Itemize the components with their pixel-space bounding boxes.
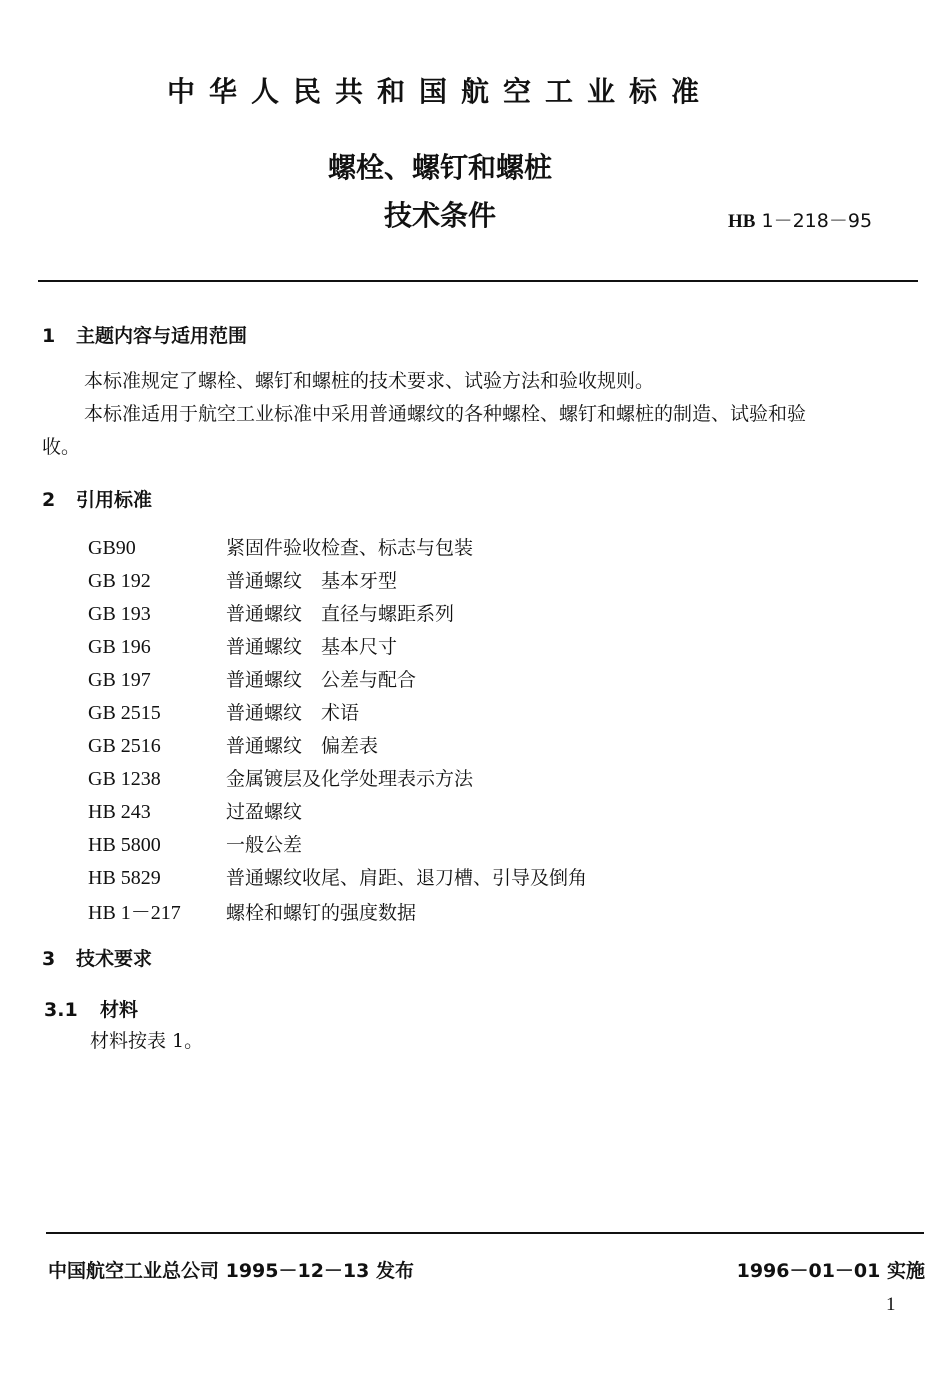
reference-code: HB 5800: [88, 834, 161, 856]
section-3-1-number: 3.1: [44, 999, 78, 1021]
reference-item: [88, 896, 416, 925]
standard-code: [728, 206, 872, 233]
section-1-paragraph-2: 本标准适用于航空工业标准中采用普通螺纹的各种螺栓、螺钉和螺桩的制造、试验和验: [84, 403, 807, 425]
section-3-title: 技术要求: [76, 948, 153, 970]
section-3-number: 3: [42, 948, 56, 970]
reference-title: 普通螺纹 基本尺寸: [226, 636, 398, 658]
reference-title: 普通螺纹收尾、肩距、退刀槽、引导及倒角: [226, 867, 588, 889]
section-1-heading: [42, 321, 247, 348]
reference-item: [88, 632, 397, 659]
reference-code: HB 243: [88, 801, 151, 823]
reference-item: [88, 566, 397, 593]
section-2-number: 2: [42, 489, 56, 511]
reference-title: 普通螺纹 术语: [226, 702, 360, 724]
reference-code: HB 5829: [88, 867, 161, 889]
reference-item: [88, 731, 378, 758]
reference-title: 普通螺纹 偏差表: [226, 735, 379, 757]
section-1-paragraph-1: 本标准规定了螺栓、螺钉和螺桩的技术要求、试验方法和验收规则。: [84, 370, 655, 392]
reference-title: 过盈螺纹: [226, 801, 303, 823]
reference-item: [88, 698, 359, 725]
reference-title: 金属镀层及化学处理表示方法: [226, 768, 474, 790]
reference-code: GB 197: [88, 669, 151, 691]
reference-item: [88, 599, 454, 626]
reference-item: [88, 863, 587, 890]
section-1-paragraph-2-continued: 收。: [42, 436, 81, 458]
document-title-line1: 螺栓、螺钉和螺桩: [327, 151, 552, 184]
header-divider: [38, 280, 918, 282]
section-3-1-text: 材料按表 1。: [90, 1030, 204, 1052]
section-3-heading: [42, 944, 152, 971]
reference-item: [88, 533, 473, 560]
section-2-heading: [42, 485, 152, 512]
standard-code-number: 1－218－95: [761, 210, 873, 232]
section-1-number: 1: [42, 325, 56, 347]
standard-code-prefix: HB: [728, 211, 756, 232]
footer-divider: [46, 1232, 924, 1234]
reference-code: GB 2515: [88, 702, 161, 724]
section-2-title: 引用标准: [76, 489, 153, 511]
reference-title: 普通螺纹 基本牙型: [226, 570, 398, 592]
reference-item: [88, 830, 302, 857]
reference-item: [88, 764, 473, 791]
effective-statement: 1996－01－01 实施: [736, 1260, 925, 1282]
reference-code: GB 192: [88, 570, 151, 592]
reference-code: HB 1－217: [88, 902, 181, 924]
page-number: 1: [886, 1294, 896, 1315]
reference-code: GB 2516: [88, 735, 161, 757]
section-3-1-heading: [44, 995, 138, 1022]
reference-code: GB90: [88, 537, 136, 559]
standard-title: 中华人民共和国航空工业标准: [166, 75, 713, 108]
reference-title: 一般公差: [226, 834, 303, 856]
document-title-line2: 技术条件: [383, 199, 496, 232]
issue-statement: 中国航空工业总公司 1995－12－13 发布: [48, 1260, 414, 1282]
reference-item: [88, 665, 416, 692]
reference-code: GB 1238: [88, 768, 161, 790]
reference-title: 普通螺纹 公差与配合: [226, 669, 417, 691]
reference-title: 螺栓和螺钉的强度数据: [226, 902, 417, 924]
reference-title: 普通螺纹 直径与螺距系列: [226, 603, 455, 625]
section-3-1-title: 材料: [100, 999, 139, 1021]
reference-code: GB 193: [88, 603, 151, 625]
reference-item: [88, 797, 302, 824]
reference-code: GB 196: [88, 636, 151, 658]
section-1-title: 主题内容与适用范围: [76, 325, 248, 347]
reference-title: 紧固件验收检查、标志与包装: [226, 537, 474, 559]
